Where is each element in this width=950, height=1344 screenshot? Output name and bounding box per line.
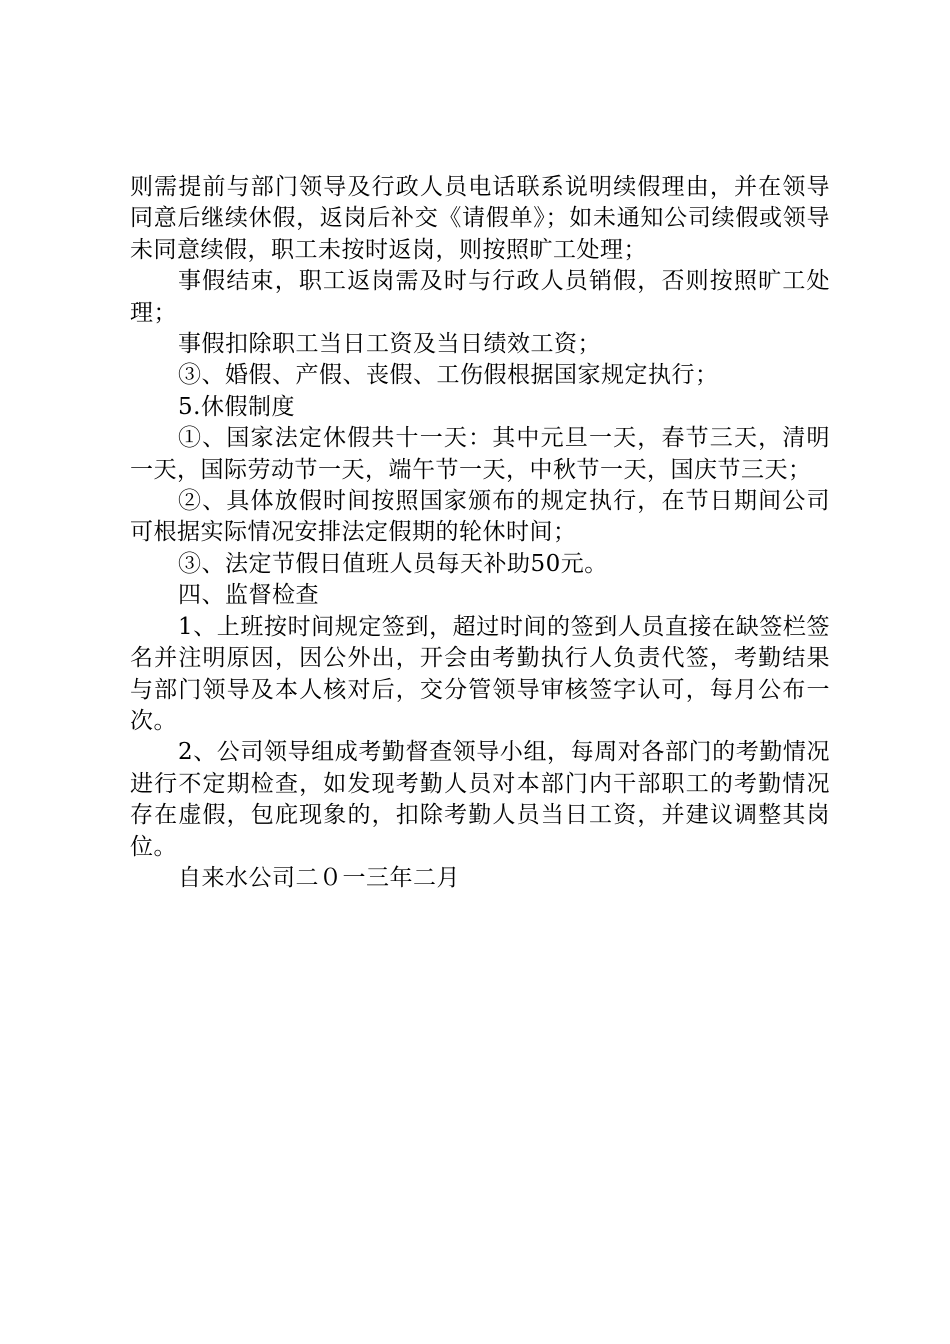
paragraph-personal-leave-end: 事假结束，职工返岗需及时与行政人员销假，否则按照旷工处理；	[130, 268, 830, 326]
paragraph-statutory-holidays: ①、国家法定休假共十一天：其中元旦一天，春节三天，清明一天，国际劳动节一天，端午节一天，中秋节一天，国庆节三天；	[130, 425, 830, 483]
paragraph-special-leave: ③、婚假、产假、丧假、工伤假根据国家规定执行；	[178, 362, 719, 389]
paragraph-leave-extension: 则需提前与部门领导及行政人员电话联系说明续假理由，并在领导同意后继续休假，返岗后补交《请假单》；如未通知公司续假或领导未同意续假，职工未按时返岗，则按照旷工处理；	[130, 174, 830, 263]
document-body	[130, 172, 830, 894]
paragraph-inspection-group: 2、公司领导组成考勤督查领导小组，每周对各部门的考勤情况进行不定期检查，如发现考勤人员对本部门内干部职工的考勤情况存在虚假，包庇现象的，扣除考勤人员当日工资，并建议调整其岗位。	[130, 739, 830, 860]
signature-line: 自来水公司二０一三年二月	[178, 864, 460, 891]
paragraph-duty-allowance: ③、法定节假日值班人员每天补助50元。	[178, 550, 608, 577]
paragraph-holiday-schedule: ②、具体放假时间按照国家颁布的规定执行，在节日期间公司可根据实际情况安排法定假期的轮休时间；	[130, 488, 830, 546]
section-heading-holiday-system: 5.休假制度	[178, 393, 295, 420]
paragraph-personal-leave-deduction: 事假扣除职工当日工资及当日绩效工资；	[178, 331, 601, 358]
paragraph-sign-in-rules: 1、上班按时间规定签到，超过时间的签到人员直接在缺签栏签名并注明原因，因公外出，开会由考勤执行人负责代签，考勤结果与部门领导及本人核对后，交分管领导审核签字认可，每月公布一次。	[130, 613, 830, 734]
section-heading-supervision: 四、监督检查	[178, 582, 319, 609]
